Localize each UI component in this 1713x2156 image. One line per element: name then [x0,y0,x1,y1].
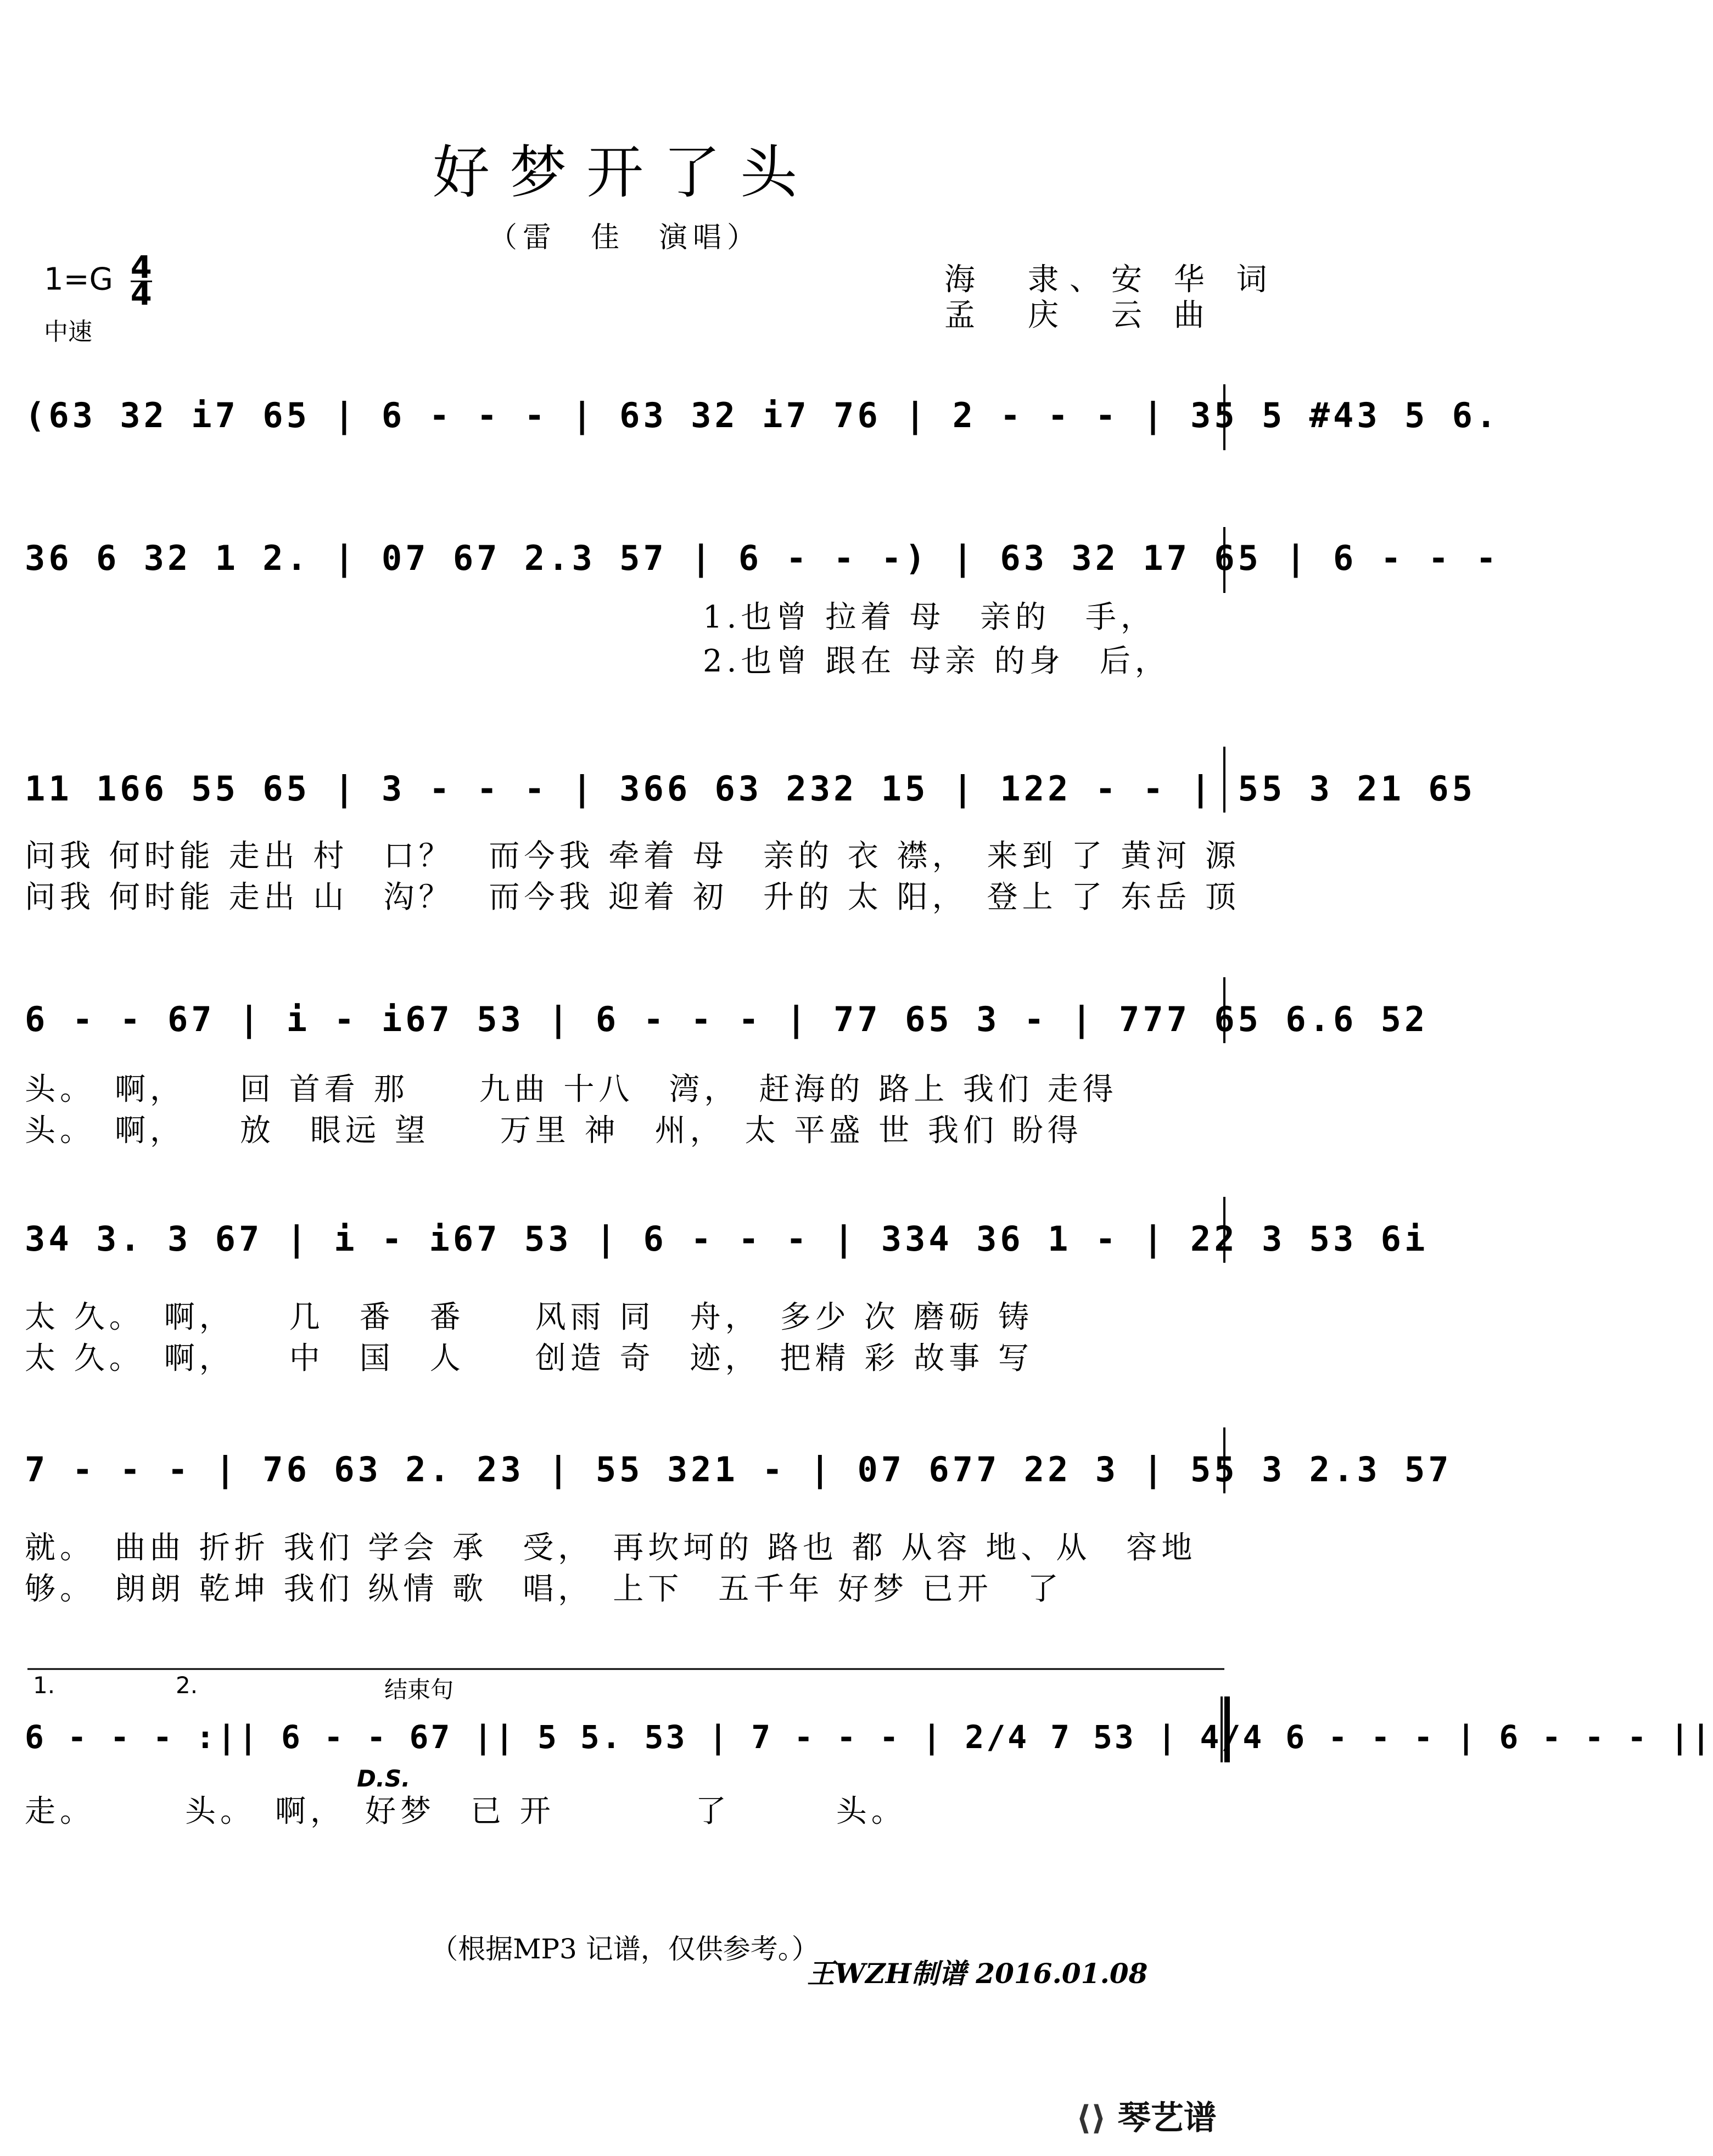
tempo-marking: 中速 [44,318,92,346]
time-signature [130,250,152,312]
scribe-credit: 王WZH制谱 2016.01.08 [807,1957,1148,1990]
key-label: 1=G [44,261,113,298]
score-row-5: 34 3. 3 67 | i - i67 53 | 6 - - - | 334 36 1 - | 22 3 53 6i [25,1219,1429,1259]
score-row-4: 6 - - 67 | i - i67 53 | 6 - - - | 77 65 3 - | 777 65 6.6 52 [25,999,1429,1039]
score-row-6: 7 - - - | 76 63 2. 23 | 55 321 - | 07 677 22 3 | 55 3 2.3 57 [25,1449,1452,1489]
time-top: 4 [130,250,152,285]
volta-1: 1. [33,1672,55,1699]
score-row-7: 6 - - - :|| 6 - - 67 || 5 5. 53 | 7 - - - | 2/4 7 53 | 4/4 6 - - - | 6 - - - || [25,1718,1713,1756]
lyric-row-3-verse-1: 问我 何时能 走出 村 口？ 而今我 牵着 母 亲的 衣 襟， 来到 了 黄河 源 [25,838,1241,874]
page-title: 好梦开了头 [432,139,817,206]
lyric-row-2-verse-1: 1.也曾 拉着 母 亲的 手， [703,600,1156,635]
singer-credit: （雷 佳 演唱） [488,221,761,254]
volta-2: 2. [176,1672,198,1699]
score-row-1: (63 32 i7 65 | 6 - - - | 63 32 i7 76 | 2 - - - | 35 5 #43 5 6. [25,395,1500,435]
score-row-3: 11 166 55 65 | 3 - - - | 366 63 232 15 | 122 - - | 55 3 21 65 [25,769,1476,809]
composer-credit: 孟 庆 云 曲 [944,298,1216,333]
ending-label: 结束句 [384,1676,454,1703]
logo-icon: ⟨⟩ [1076,2099,1106,2137]
lyric-row-4-verse-1: 头。 啊， 回 首看 那 九曲 十八 湾， 赶海的 路上 我们 走得 [25,1072,1118,1107]
dal-segno-mark: D.S. [357,1765,411,1792]
lyric-row-6-verse-2: 够。 朗朗 乾坤 我们 纵情 歌 唱， 上下 五千年 好梦 已开 了 [25,1571,1063,1607]
key-signature [44,250,152,312]
lyric-row-3-verse-2: 问我 何时能 走出 山 沟？ 而今我 迎着 初 升的 太 阳， 登上 了 东岳 顶 [25,880,1241,915]
time-bottom: 4 [130,277,152,312]
lyric-row-2-verse-2: 2.也曾 跟在 母亲 的身 后， [703,643,1170,679]
score-row-2: 36 6 32 1 2. | 07 67 2.3 57 | 6 - - -) | 63 32 17 65 | 6 - - - [25,538,1500,578]
lyric-row-5-verse-1: 太 久。 啊， 几 番 番 风雨 同 舟， 多少 次 磨砺 铸 [25,1300,1034,1335]
footnote: （根据MP3 记谱，仅供参考。） [430,1933,819,1965]
lyric-row-4-verse-2: 头。 啊， 放 眼远 望 万里 神 州， 太 平盛 世 我们 盼得 [25,1113,1083,1149]
site-logo: ⟨⟩ 琴艺谱 [1076,2099,1217,2137]
lyric-row-6-verse-1: 就。 曲曲 折折 我们 学会 承 受， 再坎坷的 路也 都 从容 地、从 容地 [25,1530,1197,1566]
lyric-row-7: 走。 头。 啊， 好梦 已 开 了 头。 [25,1794,906,1829]
lyricist-credit: 海 隶、安 华 词 [944,262,1278,298]
lyric-row-5-verse-2: 太 久。 啊， 中 国 人 创造 奇 迹， 把精 彩 故事 写 [25,1341,1034,1376]
